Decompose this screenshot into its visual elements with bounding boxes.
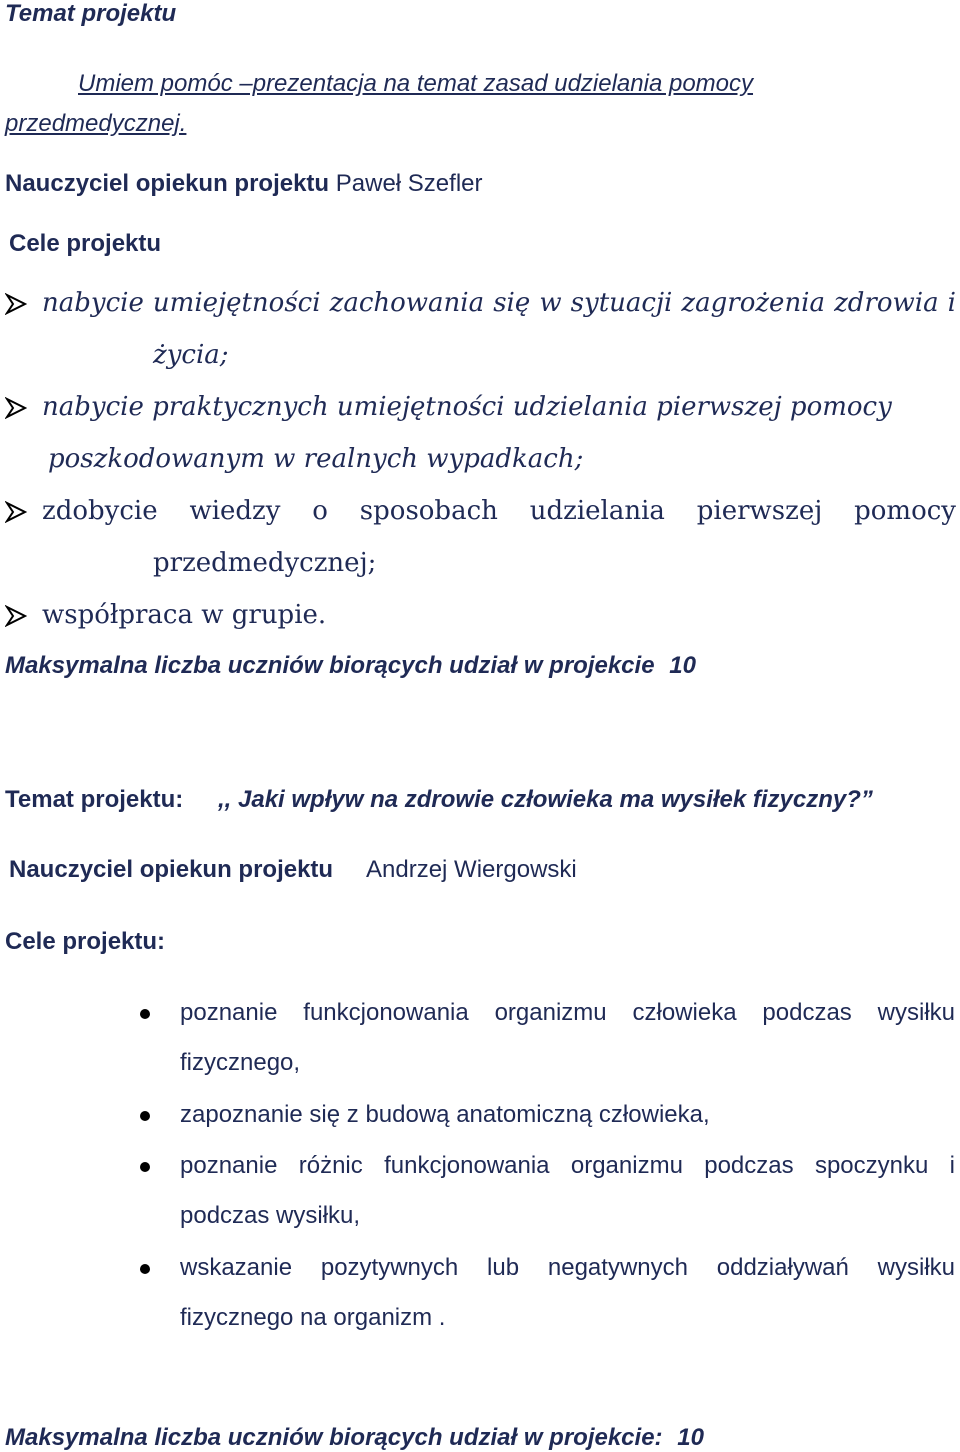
round-bullet-icon xyxy=(140,1009,150,1019)
project1-topic-line2: przedmedycznej. xyxy=(5,110,187,137)
project1-goal-3-line1: zdobycie wiedzy o sposobach udzielania pierwszej pomocy xyxy=(42,496,956,526)
arrowhead-bullet-icon xyxy=(5,397,27,419)
project2-goal-1-line2: fizycznego, xyxy=(180,1049,301,1076)
project1-goal-1-line2: życia; xyxy=(153,340,229,370)
round-bullet-icon xyxy=(140,1264,150,1274)
project1-max-label: Maksymalna liczba uczniów biorących udział w projekcie xyxy=(5,652,655,679)
arrowhead-bullet-icon xyxy=(5,293,27,315)
arrowhead-bullet-icon xyxy=(5,501,27,523)
project2-topic-title: ,, Jaki wpływ na zdrowie człowieka ma wysiłek fizyczny?” xyxy=(218,786,873,813)
project2-goal-3-line1: poznanie różnic funkcjonowania organizmu podczas spoczynku i xyxy=(180,1152,955,1179)
project1-goal-4-line1: współpraca w grupie. xyxy=(42,600,327,630)
project1-goal-2-line2: poszkodowanym w realnych wypadkach; xyxy=(48,444,584,474)
project2-goal-4-line1: wskazanie pozytywnych lub negatywnych oddziaływań wysiłku xyxy=(180,1254,955,1281)
project2-teacher-name: Andrzej Wiergowski xyxy=(366,856,577,883)
project1-max-students xyxy=(5,654,696,678)
project1-teacher-label: Nauczyciel opiekun projektu xyxy=(5,170,330,197)
project2-goal-2-line1: zapoznanie się z budową anatomiczną człowieka, xyxy=(180,1101,710,1128)
project2-topic-label: Temat projektu: xyxy=(5,786,184,813)
project2-goal-3-line2: podczas wysiłku, xyxy=(180,1202,361,1229)
project1-teacher-name: Paweł Szefler xyxy=(335,170,483,197)
project2-goals-label: Cele projektu: xyxy=(5,928,166,955)
round-bullet-icon xyxy=(140,1111,150,1121)
project1-topic-label: Temat projektu xyxy=(5,0,177,27)
project2-max-students xyxy=(5,1426,704,1450)
project2-teacher-label: Nauczyciel opiekun projektu xyxy=(9,856,334,883)
project2-goal-4-line2: fizycznego na organizm . xyxy=(180,1304,446,1331)
project1-goal-1-line1: nabycie umiejętności zachowania się w sytuacji zagrożenia zdrowia i xyxy=(42,288,956,318)
project1-teacher xyxy=(5,172,483,196)
arrowhead-bullet-icon xyxy=(5,605,27,627)
project1-max-value: 10 xyxy=(669,652,696,679)
project1-goal-3-line2: przedmedycznej; xyxy=(153,548,377,578)
project2-max-label: Maksymalna liczba uczniów biorących udział w projekcie: xyxy=(5,1424,663,1451)
project1-goal-2-line1: nabycie praktycznych umiejętności udzielania pierwszej pomocy xyxy=(42,392,892,422)
project1-goals-label: Cele projektu xyxy=(9,230,162,257)
project2-max-value: 10 xyxy=(677,1424,704,1451)
project2-goal-1-line1: poznanie funkcjonowania organizmu człowieka podczas wysiłku xyxy=(180,999,955,1026)
project1-topic-line1: Umiem pomóc –prezentacja na temat zasad udzielania pomocy xyxy=(78,70,754,97)
round-bullet-icon xyxy=(140,1162,150,1172)
